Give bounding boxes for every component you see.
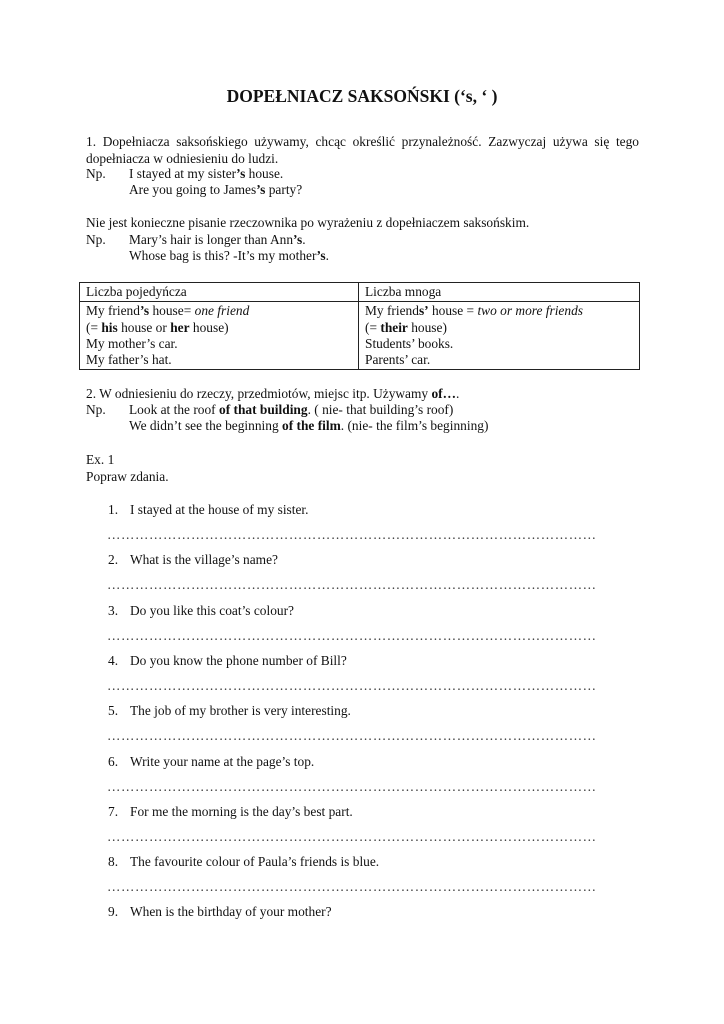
section1-note: Nie jest konieczne pisanie rzeczownika po wyrażeniu z dopełniaczem saksońskim.: [86, 215, 530, 230]
cell-text: My friend: [86, 303, 140, 319]
exercise-item: [108, 754, 314, 771]
cell-text: house =: [428, 303, 478, 319]
intro-bold: of…: [431, 386, 457, 401]
table-line: [86, 303, 352, 319]
answer-line[interactable]: ……………………………………………………………………………………………: [107, 828, 597, 844]
table-header-singular: Liczba pojedyńcza: [80, 283, 359, 302]
table-cell-singular: [80, 302, 359, 370]
exercise-item-number: 6.: [108, 753, 119, 769]
cell-bold: his: [101, 319, 118, 335]
example-bold: ’s: [316, 248, 326, 263]
answer-line[interactable]: ……………………………………………………………………………………………: [107, 577, 597, 593]
exercise-item: [108, 502, 309, 519]
exercise-item-text: What is the village’s name?: [130, 552, 278, 568]
exercise-item: [108, 854, 379, 871]
exercise-item-text: Write your name at the page’s top.: [130, 753, 315, 769]
exercise-item-number: 2.: [108, 552, 119, 568]
exercise-item-text: The favourite colour of Paula’s friends is blue.: [130, 854, 380, 870]
example-text: .: [325, 248, 329, 263]
answer-line[interactable]: ……………………………………………………………………………………………: [107, 728, 597, 744]
intro-text: .: [456, 386, 460, 401]
exercise-item: [108, 653, 347, 670]
cell-bold: her: [170, 319, 190, 335]
example-text: house.: [245, 166, 284, 181]
example-bold: ’s: [236, 166, 246, 181]
exercise-item-text: Do you know the phone number of Bill?: [130, 652, 347, 668]
exercise-item-number: 9.: [108, 904, 119, 920]
np-label: Np.: [86, 402, 106, 417]
cell-bold: their: [380, 319, 408, 335]
cell-bold: ’s: [139, 303, 150, 319]
exercise-item-text: When is the birthday of your mother?: [130, 904, 332, 920]
cell-bold: s’: [418, 303, 429, 319]
exercise-item-number: 1.: [108, 502, 119, 517]
exercise-item-number: 3.: [108, 602, 119, 618]
exercise-item: [108, 804, 353, 821]
example-bold: of that building: [219, 402, 308, 417]
example-bold: ’s: [293, 232, 303, 247]
exercise-item: [108, 603, 294, 620]
cell-text: house): [407, 319, 447, 335]
table-cell-plural: [359, 302, 640, 370]
table-line: [365, 320, 633, 336]
example-text: We didn’t see the beginning: [129, 418, 283, 433]
exercise-instruction: Popraw zdania.: [86, 469, 169, 484]
exercise-item-text: Do you like this coat’s colour?: [130, 602, 295, 618]
table-line: My father’s hat.: [86, 352, 172, 368]
exercise-item: [108, 552, 278, 569]
np-label: Np.: [86, 166, 106, 181]
cell-text: house=: [149, 303, 195, 319]
cell-text: house or: [117, 319, 171, 335]
table-line: Students’ books.: [365, 335, 454, 351]
example-text: party?: [265, 182, 303, 197]
answer-line[interactable]: ……………………………………………………………………………………………: [107, 627, 597, 643]
exercise-item-number: 8.: [108, 854, 119, 870]
example-text: . (nie- the film’s beginning): [340, 418, 489, 433]
cell-text: My friend: [365, 303, 419, 319]
np-label: Np.: [86, 232, 106, 247]
example-text: Whose bag is this? -It’s my mother: [129, 248, 317, 263]
example-bold: ’s: [256, 182, 266, 197]
section1-intro: 1. Dopełniacza saksońskiego używamy, chcąc określić przynależność. Zazwyczaj używa się tego dopełniacza w odniesieniu do ludzi.: [86, 134, 639, 166]
answer-line[interactable]: ……………………………………………………………………………………………: [107, 778, 597, 794]
answer-line[interactable]: ……………………………………………………………………………………………: [107, 677, 597, 693]
exercise-heading: Ex. 1: [86, 452, 115, 467]
example-text: Mary’s hair is longer than Ann: [129, 232, 294, 247]
exercise-item: [108, 703, 351, 720]
exercise-item-number: 5.: [108, 703, 119, 719]
exercise-item-number: 4.: [108, 652, 119, 668]
page-title: DOPEŁNIACZ SAKSOŃSKI (‘s, ‘ ): [226, 86, 498, 106]
answer-line[interactable]: ……………………………………………………………………………………………: [107, 527, 597, 542]
cell-italic: one friend: [194, 303, 250, 319]
cell-text: (=: [86, 319, 102, 335]
table-line: My mother’s car.: [86, 335, 178, 351]
example-text: . ( nie- that building’s roof): [307, 402, 454, 417]
intro-text: 2. W odniesieniu do rzeczy, przedmiotów, miejsc itp. Używamy: [86, 386, 432, 401]
table-line: [86, 320, 352, 336]
example-text: Are you going to James: [129, 182, 257, 197]
exercise-item-text: I stayed at the house of my sister.: [130, 502, 309, 517]
cell-text: house): [189, 319, 229, 335]
answer-line[interactable]: ……………………………………………………………………………………………: [107, 879, 597, 895]
example-bold: of the film: [282, 418, 341, 433]
exercise-item-text: For me the morning is the day’s best part.: [130, 803, 353, 819]
cell-text: (=: [365, 319, 381, 335]
table-header-plural: Liczba mnoga: [359, 283, 640, 302]
table-line: Parents’ car.: [365, 352, 431, 368]
example-text: Look at the roof: [129, 402, 219, 417]
cell-italic: two or more friends: [477, 303, 583, 319]
exercise-item-number: 7.: [108, 803, 119, 819]
example-text: I stayed at my sister: [129, 166, 237, 181]
section2-intro: [86, 386, 459, 403]
exercise-item-text: The job of my brother is very interesting.: [130, 703, 351, 719]
grammar-table: [79, 282, 640, 370]
exercise-item: [108, 904, 332, 921]
example-text: .: [302, 232, 306, 247]
table-line: [365, 303, 633, 319]
